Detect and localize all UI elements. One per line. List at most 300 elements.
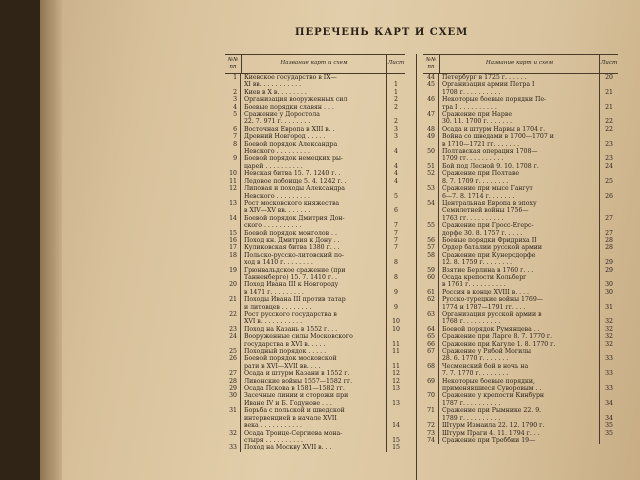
table-row bbox=[423, 400, 618, 407]
row-page bbox=[387, 281, 405, 288]
table-row bbox=[423, 244, 618, 251]
row-name: XI вв. . . . . . . . . . . bbox=[241, 81, 387, 88]
row-number: 48 bbox=[423, 126, 439, 133]
row-page: 15 bbox=[392, 436, 400, 444]
row-number bbox=[225, 222, 241, 229]
row-name: 12. 8. 1759 г. . . . . . . . bbox=[439, 259, 600, 266]
table-row bbox=[225, 193, 405, 200]
table-row bbox=[225, 207, 405, 214]
row-name: Сражение у Рябой Могилы bbox=[439, 348, 600, 355]
row-number: 6 bbox=[225, 126, 241, 133]
row-name: 1768 г. . . . . . . . . . bbox=[439, 318, 600, 325]
table-row bbox=[423, 155, 618, 162]
row-number bbox=[225, 148, 241, 155]
row-name: в 1710—1721 гг. . . . . . . bbox=[439, 141, 600, 148]
table-row bbox=[225, 185, 405, 192]
row-name: Штурм Праги 4. 11. 1794 г. . . bbox=[439, 430, 600, 437]
book-page bbox=[40, 0, 640, 480]
row-name: Древний Новгород . . . . . bbox=[241, 133, 387, 140]
row-page bbox=[387, 392, 405, 399]
row-name: тра I . . . . . . . . . . bbox=[439, 104, 600, 111]
row-page bbox=[387, 296, 405, 303]
table-row bbox=[423, 141, 618, 148]
row-page: 32 bbox=[605, 333, 613, 341]
row-name: Сражение у крепости Кинбурн bbox=[439, 392, 600, 399]
row-name: Осада крепости Кольберг bbox=[439, 274, 600, 281]
row-name: Боевой порядок Александра bbox=[241, 141, 387, 148]
row-name: Сражение при Гросс-Егерс- bbox=[439, 222, 600, 229]
row-page: 9 bbox=[394, 288, 398, 296]
row-number: 9 bbox=[225, 155, 241, 162]
row-name: ход в 1410 г. . . . . . . . bbox=[241, 259, 387, 266]
row-number: 27 bbox=[225, 370, 241, 377]
row-number bbox=[423, 193, 439, 200]
row-page: 22 bbox=[605, 118, 613, 126]
table-row bbox=[225, 259, 405, 266]
row-page: 4 bbox=[394, 148, 398, 156]
table-row bbox=[423, 289, 618, 296]
header-number: №№ пп bbox=[423, 55, 440, 73]
row-name: Рост московского княжества bbox=[241, 200, 387, 207]
table-row bbox=[423, 422, 618, 429]
row-page bbox=[600, 222, 618, 229]
table-row bbox=[423, 348, 618, 355]
row-number bbox=[423, 355, 439, 362]
row-page: 6 bbox=[394, 207, 398, 215]
row-name: Поход Ивана III к Новгороду bbox=[241, 281, 387, 288]
row-page: 12 bbox=[392, 377, 400, 385]
row-name: XVI в. . . . . . . . . . . bbox=[241, 318, 387, 325]
row-page: 11 bbox=[392, 362, 400, 370]
table-row bbox=[225, 237, 405, 244]
row-page: 26 bbox=[605, 192, 613, 200]
row-number bbox=[423, 281, 439, 288]
row-number bbox=[423, 400, 439, 407]
row-page bbox=[600, 207, 618, 214]
table-row bbox=[423, 89, 618, 96]
row-page: 11 bbox=[392, 340, 400, 348]
row-number bbox=[225, 318, 241, 325]
table-row bbox=[423, 437, 618, 444]
row-name: Боевые порядки Фридриха II bbox=[439, 237, 600, 244]
row-page bbox=[600, 437, 618, 444]
row-number bbox=[225, 422, 241, 429]
row-page bbox=[387, 355, 405, 362]
row-page: 12 bbox=[392, 370, 400, 378]
row-page: 3 bbox=[394, 125, 398, 133]
table-row bbox=[225, 363, 405, 370]
row-name: Поход кн. Дмитрия к Дону . . bbox=[241, 237, 387, 244]
table-row bbox=[423, 355, 618, 362]
row-page bbox=[600, 96, 618, 103]
row-number bbox=[225, 437, 241, 444]
row-page bbox=[387, 111, 405, 118]
table-row bbox=[225, 326, 405, 333]
row-page: 11 bbox=[392, 348, 400, 356]
row-page bbox=[600, 348, 618, 355]
table-row bbox=[225, 118, 405, 125]
row-name: Некоторые боевые порядки, bbox=[439, 378, 600, 385]
table-row bbox=[423, 111, 618, 118]
row-name: Иване IV и Б. Годунове . . . bbox=[241, 400, 387, 407]
header-page: Лист bbox=[387, 60, 405, 67]
row-name: Осада Пскова в 1581—1582 гг. bbox=[241, 385, 387, 392]
table-row bbox=[423, 215, 618, 222]
row-name: Танненберге) 15. 7. 1410 г. . bbox=[241, 274, 387, 281]
table-row bbox=[225, 415, 405, 422]
row-number: 30 bbox=[225, 392, 241, 399]
row-name: Россия в конце XVIII в. . . . bbox=[439, 289, 600, 296]
row-name: 8. 7. 1709 г. . . . . . . . bbox=[439, 178, 600, 185]
row-number bbox=[225, 163, 241, 170]
row-page: 1 bbox=[394, 88, 398, 96]
row-name: века . . . . . . . . . . . bbox=[241, 422, 387, 429]
row-name: Штурм Измаила 22. 12. 1790 г. bbox=[439, 422, 600, 429]
row-page: 32 bbox=[605, 325, 613, 333]
row-page: 30 bbox=[605, 288, 613, 296]
table-row bbox=[225, 385, 405, 392]
table-row bbox=[225, 311, 405, 318]
row-number: 69 bbox=[423, 378, 439, 385]
column-divider bbox=[416, 54, 417, 480]
row-name: Боевой порядок Дмитрия Дон- bbox=[241, 215, 387, 222]
row-page bbox=[600, 363, 618, 370]
row-number: 50 bbox=[423, 148, 439, 155]
row-page: 14 bbox=[392, 422, 400, 430]
row-page bbox=[600, 296, 618, 303]
row-page: 21 bbox=[605, 88, 613, 96]
row-name: интервенцией в начале XVII bbox=[241, 415, 387, 422]
row-number: 47 bbox=[423, 111, 439, 118]
row-name: Боевой порядок монголов . . bbox=[241, 230, 387, 237]
row-number bbox=[423, 370, 439, 377]
row-name: Осада и штурм Казани в 1552 г. bbox=[241, 370, 387, 377]
row-page bbox=[387, 74, 405, 81]
row-name: Рост русского государства в bbox=[241, 311, 387, 318]
row-name: Поход на Казань в 1552 г. . . bbox=[241, 326, 387, 333]
row-number: 49 bbox=[423, 133, 439, 140]
row-page: 2 bbox=[394, 118, 398, 126]
row-name: Организация армии Петра I bbox=[439, 81, 600, 88]
row-name: Центральная Европа в эпоху bbox=[439, 200, 600, 207]
row-name: 1708 г. . . . . . . . . . bbox=[439, 89, 600, 96]
row-name: Восточная Европа в XIII в. . bbox=[241, 126, 387, 133]
row-number: 29 bbox=[225, 385, 241, 392]
row-number bbox=[423, 385, 439, 392]
row-name: Петербург в 1725 г. . . . . . bbox=[439, 74, 600, 81]
row-page bbox=[600, 133, 618, 140]
row-name: применявшиеся Суворовым . . bbox=[439, 385, 600, 392]
row-number: 4 bbox=[225, 104, 241, 111]
row-name: Вооруженные силы Московского bbox=[241, 333, 387, 340]
table-row bbox=[225, 370, 405, 377]
row-name: Осада Троице-Сергиева мона- bbox=[241, 430, 387, 437]
row-number bbox=[423, 178, 439, 185]
table-row bbox=[423, 96, 618, 103]
row-name: Боевой порядок немецких ры- bbox=[241, 155, 387, 162]
row-number bbox=[225, 259, 241, 266]
row-name: Война со шведами в 1700—1707 и bbox=[439, 133, 600, 140]
table-row bbox=[423, 341, 618, 348]
table-row bbox=[225, 230, 405, 237]
table-row bbox=[423, 148, 618, 155]
row-page: 29 bbox=[605, 266, 613, 274]
row-number: 3 bbox=[225, 96, 241, 103]
row-page: 4 bbox=[394, 177, 398, 185]
row-page: 2 bbox=[394, 96, 398, 104]
table-row bbox=[225, 304, 405, 311]
row-number: 57 bbox=[423, 244, 439, 251]
row-page: 8 bbox=[394, 259, 398, 267]
row-number: 33 bbox=[225, 444, 241, 451]
table-row bbox=[423, 296, 618, 303]
row-page: 13 bbox=[392, 399, 400, 407]
row-page: 21 bbox=[605, 103, 613, 111]
row-name: государства в XVI в. . . . . bbox=[241, 341, 387, 348]
row-number: 68 bbox=[423, 363, 439, 370]
row-number: 63 bbox=[423, 311, 439, 318]
row-number: 67 bbox=[423, 348, 439, 355]
table-row bbox=[423, 252, 618, 259]
row-name: стыря . . . . . . . . . . bbox=[241, 437, 387, 444]
row-number bbox=[225, 341, 241, 348]
row-page: 10 bbox=[392, 318, 400, 326]
row-page: 33 bbox=[605, 355, 613, 363]
table-row bbox=[423, 178, 618, 185]
row-name: Сражение при Треббии 19— bbox=[439, 437, 600, 444]
table-row bbox=[423, 267, 618, 274]
row-page bbox=[600, 81, 618, 88]
row-number bbox=[423, 155, 439, 162]
table-row bbox=[423, 378, 618, 385]
row-name: царей . . . . . . . . . . bbox=[241, 163, 387, 170]
row-page: 32 bbox=[605, 318, 613, 326]
row-number: 7 bbox=[225, 133, 241, 140]
table-row bbox=[225, 163, 405, 170]
table-row bbox=[225, 378, 405, 385]
row-name: Сражение при Полтаве bbox=[439, 170, 600, 177]
row-name: Липовая и походы Александра bbox=[241, 185, 387, 192]
row-page: 25 bbox=[605, 177, 613, 185]
table-row bbox=[225, 318, 405, 325]
row-name: в XIV—XV вв. . . . . . . bbox=[241, 207, 387, 214]
table-row bbox=[423, 281, 618, 288]
row-name: 6—7. 8. 1714 г. . . . . . . bbox=[439, 193, 600, 200]
row-number: 53 bbox=[423, 185, 439, 192]
table-row bbox=[423, 385, 618, 392]
table-row bbox=[423, 193, 618, 200]
row-name: в 1761 г. . . . . . . . . . bbox=[439, 281, 600, 288]
row-number bbox=[423, 141, 439, 148]
row-number: 32 bbox=[225, 430, 241, 437]
table-row bbox=[423, 222, 618, 229]
row-name: Боевые порядки славян . . . bbox=[241, 104, 387, 111]
table-row bbox=[225, 355, 405, 362]
row-number: 18 bbox=[225, 252, 241, 259]
row-page: 4 bbox=[394, 170, 398, 178]
table-row bbox=[225, 74, 405, 81]
row-name: Боевой порядок Румянцева . . bbox=[439, 326, 600, 333]
table-row bbox=[225, 133, 405, 140]
table-row bbox=[423, 370, 618, 377]
row-number: 26 bbox=[225, 355, 241, 362]
row-name: Сражение при Нарве bbox=[439, 111, 600, 118]
row-number bbox=[225, 118, 241, 125]
row-page: 29 bbox=[605, 259, 613, 267]
table-row bbox=[225, 296, 405, 303]
row-name: в 1471 г. . . . . . . . . bbox=[241, 289, 387, 296]
row-name: 1763 гг. . . . . . . . . . bbox=[439, 215, 600, 222]
row-page: 33 bbox=[605, 370, 613, 378]
row-page: 15 bbox=[392, 444, 400, 452]
row-name: Невского . . . . . . . . . bbox=[241, 148, 387, 155]
row-number: 14 bbox=[225, 215, 241, 222]
row-number bbox=[423, 259, 439, 266]
row-number bbox=[225, 81, 241, 88]
table-row bbox=[225, 148, 405, 155]
row-name: рати в XVI—XVII вв. . . . bbox=[241, 363, 387, 370]
row-name: 1789 г. . . . . . . . . . bbox=[439, 415, 600, 422]
table-row bbox=[423, 415, 618, 422]
row-page: 34 bbox=[605, 399, 613, 407]
table-row bbox=[225, 170, 405, 177]
table-row bbox=[423, 230, 618, 237]
row-page bbox=[387, 333, 405, 340]
table-row bbox=[225, 89, 405, 96]
table-row bbox=[225, 81, 405, 88]
table-row bbox=[423, 207, 618, 214]
row-number: 5 bbox=[225, 111, 241, 118]
table-row bbox=[225, 407, 405, 414]
table-row bbox=[225, 252, 405, 259]
table-row bbox=[225, 267, 405, 274]
row-page: 7 bbox=[394, 229, 398, 237]
table-row bbox=[225, 200, 405, 207]
row-page: 5 bbox=[394, 192, 398, 200]
table-row bbox=[423, 318, 618, 325]
row-page bbox=[600, 200, 618, 207]
row-number: 8 bbox=[225, 141, 241, 148]
row-name: Семилетней войны 1756— bbox=[439, 207, 600, 214]
row-name: Невского . . . . . . . . . bbox=[241, 193, 387, 200]
row-number: 60 bbox=[423, 274, 439, 281]
header-name: Название карт и схем bbox=[440, 55, 600, 73]
row-name: Русско-турецкие войны 1769— bbox=[439, 296, 600, 303]
row-page bbox=[600, 392, 618, 399]
row-page bbox=[387, 407, 405, 414]
row-number: 22 bbox=[225, 311, 241, 318]
row-name: Борьба с польской и шведской bbox=[241, 407, 387, 414]
row-number: 74 bbox=[423, 437, 439, 444]
row-page bbox=[600, 407, 618, 414]
row-page bbox=[387, 267, 405, 274]
row-page: 7 bbox=[394, 236, 398, 244]
row-number bbox=[225, 363, 241, 370]
row-number bbox=[225, 304, 241, 311]
row-number: 55 bbox=[423, 222, 439, 229]
row-page: 8 bbox=[394, 273, 398, 281]
table-row bbox=[225, 155, 405, 162]
table-row bbox=[225, 392, 405, 399]
table-row bbox=[225, 430, 405, 437]
row-name: Ордер баталии русской армии bbox=[439, 244, 600, 251]
row-page: 27 bbox=[605, 214, 613, 222]
row-name: Засечные линии и сторожи при bbox=[241, 392, 387, 399]
row-number: 20 bbox=[225, 281, 241, 288]
table-row bbox=[423, 311, 618, 318]
table-row bbox=[225, 333, 405, 340]
row-name: Грюнвальдское сражение (при bbox=[241, 267, 387, 274]
row-number bbox=[423, 215, 439, 222]
row-page: 31 bbox=[605, 303, 613, 311]
row-name: Походы Ивана III против татар bbox=[241, 296, 387, 303]
row-number: 24 bbox=[225, 333, 241, 340]
row-page bbox=[387, 200, 405, 207]
table-row bbox=[225, 274, 405, 281]
row-number: 25 bbox=[225, 348, 241, 355]
table-row bbox=[225, 222, 405, 229]
row-number: 64 bbox=[423, 326, 439, 333]
row-page: 13 bbox=[392, 385, 400, 393]
row-number bbox=[225, 400, 241, 407]
row-number: 17 bbox=[225, 244, 241, 251]
row-number: 1 bbox=[225, 74, 241, 81]
row-name: Сражение при мысе Гангут bbox=[439, 185, 600, 192]
row-page bbox=[600, 170, 618, 177]
table-row bbox=[225, 244, 405, 251]
table-row bbox=[225, 96, 405, 103]
row-name: Бой под Лесной 9. 10. 1708 г. bbox=[439, 163, 600, 170]
table-row bbox=[225, 104, 405, 111]
row-page: 24 bbox=[605, 162, 613, 170]
row-page: 35 bbox=[605, 429, 613, 437]
left-table-header bbox=[225, 55, 405, 74]
row-page: 1 bbox=[394, 81, 398, 89]
table-row bbox=[225, 178, 405, 185]
row-number: 65 bbox=[423, 333, 439, 340]
row-page: 28 bbox=[605, 244, 613, 252]
row-number: 58 bbox=[423, 252, 439, 259]
row-name: 22. 7. 971 г. . . . . . . . bbox=[241, 118, 387, 125]
row-number: 23 bbox=[225, 326, 241, 333]
table-row bbox=[423, 104, 618, 111]
row-page bbox=[387, 215, 405, 222]
row-number bbox=[423, 118, 439, 125]
row-number: 11 bbox=[225, 178, 241, 185]
row-name: 1709 гг. . . . . . . . . . bbox=[439, 155, 600, 162]
row-page: 2 bbox=[394, 103, 398, 111]
row-page: 7 bbox=[394, 222, 398, 230]
row-number: 54 bbox=[423, 200, 439, 207]
row-number: 62 bbox=[423, 296, 439, 303]
row-number bbox=[423, 230, 439, 237]
header-number: №№ пп bbox=[225, 55, 242, 73]
row-page: 23 bbox=[605, 140, 613, 148]
row-page: 34 bbox=[605, 414, 613, 422]
table-row bbox=[423, 363, 618, 370]
table-row bbox=[423, 430, 618, 437]
row-name: Поход на Москву XVII в. . . bbox=[241, 444, 387, 451]
left-table bbox=[225, 54, 405, 452]
table-row bbox=[423, 200, 618, 207]
row-page: 9 bbox=[394, 303, 398, 311]
table-row bbox=[225, 126, 405, 133]
row-name: Сражение у Доростола bbox=[241, 111, 387, 118]
table-row bbox=[423, 81, 618, 88]
row-number: 52 bbox=[423, 170, 439, 177]
table-row bbox=[423, 274, 618, 281]
table-row bbox=[225, 444, 405, 451]
